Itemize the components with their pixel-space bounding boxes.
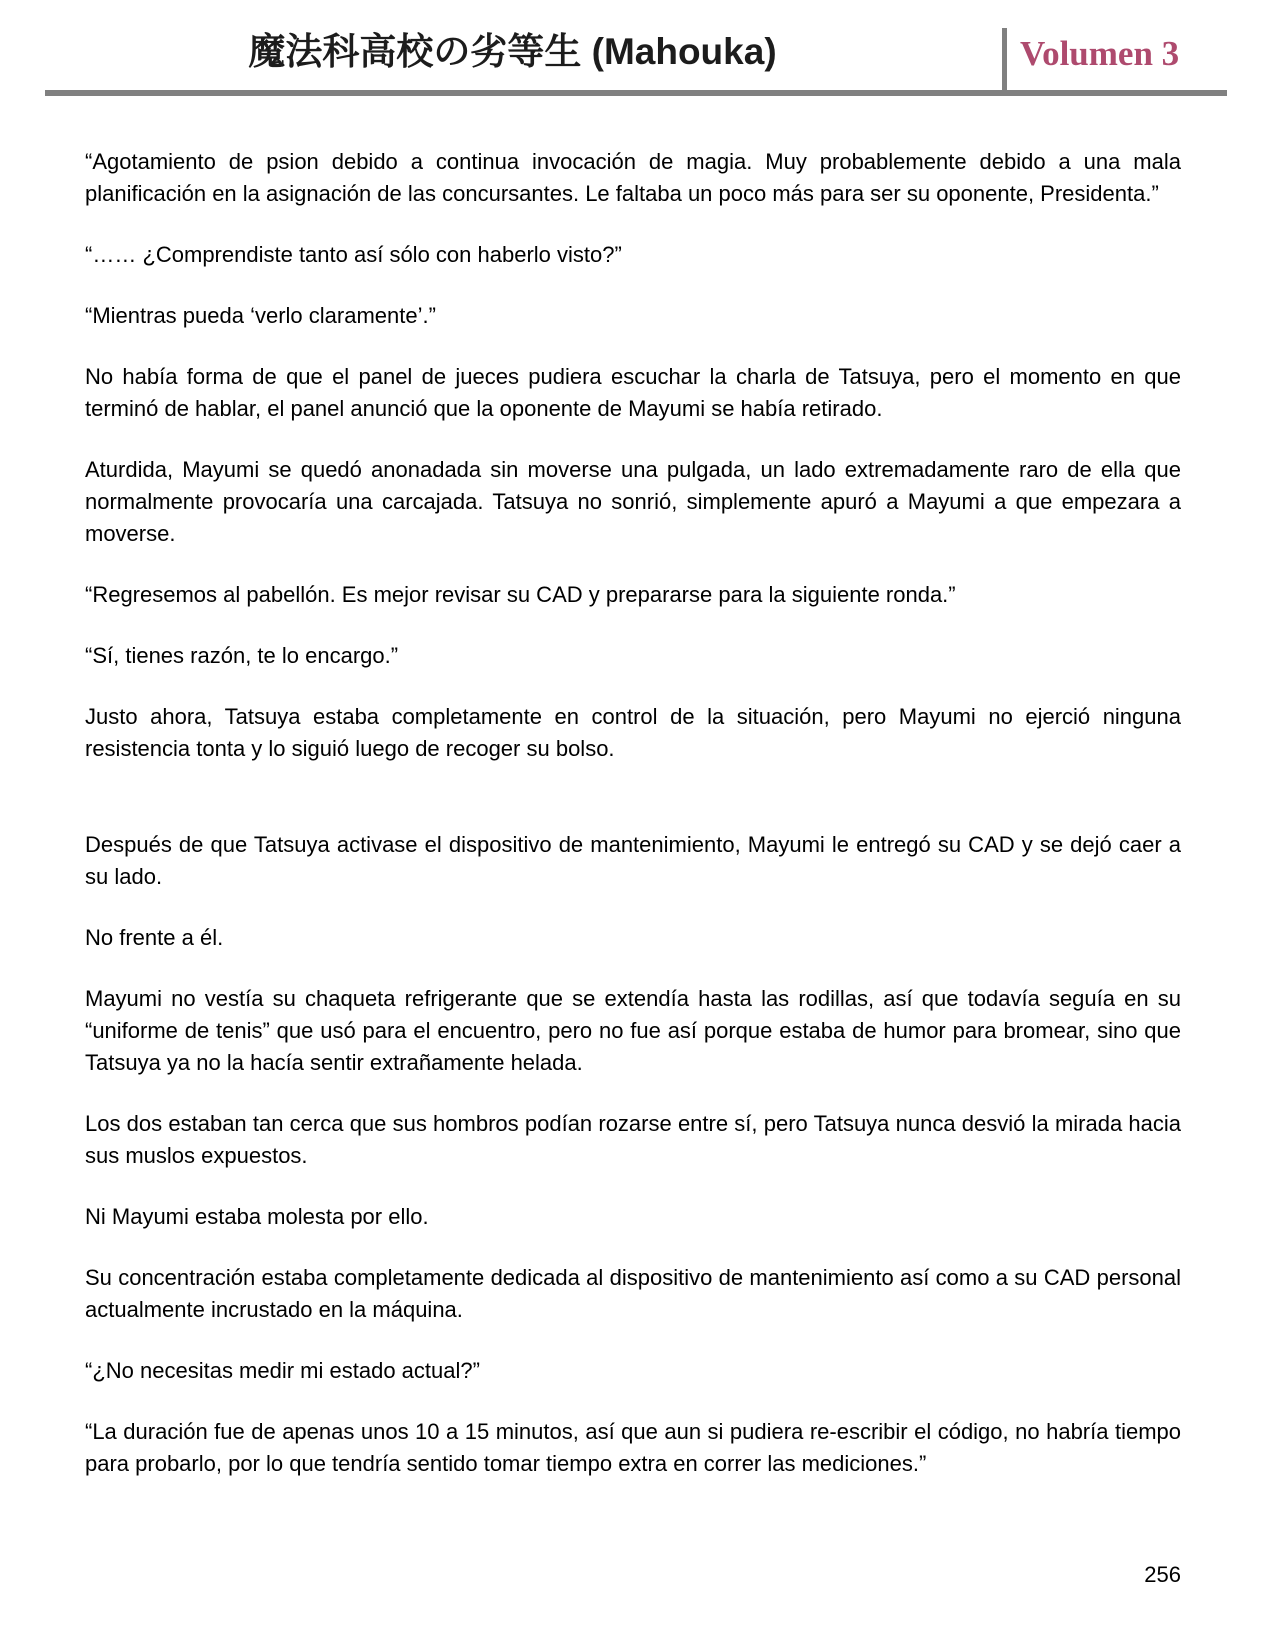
page-number: 256	[1144, 1562, 1181, 1587]
volume-label: Volumen 3	[1020, 34, 1180, 73]
paragraph: “¿No necesitas medir mi estado actual?”	[85, 1358, 480, 1383]
paragraph: No frente a él.	[85, 925, 224, 950]
scene-break	[85, 794, 1181, 829]
paragraph: Mayumi no vestía su chaqueta refrigerante que se extendía hasta las rodillas, así que todavía seguía en su “uniforme de tenis” que usó para el encuentro, pero no fue así porque estaba de humor para bromear, sino que Tatsuya ya no la hacía sentir extrañamente helada.	[85, 986, 1181, 1075]
paragraph: Después de que Tatsuya activase el dispositivo de mantenimiento, Mayumi le entregó su CAD y se dejó caer a su lado.	[85, 832, 1181, 889]
document-title: 魔法科高校の劣等生 (Mahouka)	[248, 31, 777, 72]
paragraph: “…… ¿Comprendiste tanto así sólo con haberlo visto?”	[85, 242, 622, 267]
paragraph: Justo ahora, Tatsuya estaba completamente en control de la situación, pero Mayumi no ejerció ninguna resistencia tonta y lo siguió luego de recoger su bolso.	[85, 704, 1181, 761]
header-vertical-divider	[1002, 28, 1007, 96]
title-cell	[45, 28, 980, 76]
paragraph: “Regresemos al pabellón. Es mejor revisar su CAD y prepararse para la siguiente ronda.”	[85, 582, 956, 607]
paragraph: “Sí, tienes razón, te lo encargo.”	[85, 643, 399, 668]
paragraph: “Mientras pueda ‘verlo claramente’.”	[85, 303, 436, 328]
paragraph: Ni Mayumi estaba molesta por ello.	[85, 1204, 429, 1229]
header-rule	[45, 90, 1227, 96]
paragraph: Aturdida, Mayumi se quedó anonadada sin moverse una pulgada, un lado extremadamente raro de ella que normalmente provocaría una carcajada. Tatsuya no sonrió, simplemente apuró a Mayumi a que empezara a moverse.	[85, 457, 1181, 546]
paragraph: Los dos estaban tan cerca que sus hombros podían rozarse entre sí, pero Tatsuya nunca desvió la mirada hacia sus muslos expuestos.	[85, 1111, 1181, 1168]
paragraph: Su concentración estaba completamente dedicada al dispositivo de mantenimiento así como a su CAD personal actualmente incrustado en la máquina.	[85, 1265, 1181, 1322]
paragraph: “La duración fue de apenas unos 10 a 15 minutos, así que aun si pudiera re-escribir el código, no habría tiempo para probarlo, por lo que tendría sentido tomar tiempo extra en correr las mediciones.”	[85, 1419, 1181, 1476]
paragraph: No había forma de que el panel de jueces pudiera escuchar la charla de Tatsuya, pero el momento en que terminó de hablar, el panel anunció que la oponente de Mayumi se había retirado.	[85, 364, 1181, 421]
text-body	[85, 146, 1181, 1509]
page-header	[0, 0, 1275, 96]
paragraph: “Agotamiento de psion debido a continua invocación de magia. Muy probablemente debido a una mala planificación en la asignación de las concursantes. Le faltaba un poco más para ser su oponente, Presidenta.”	[85, 149, 1181, 206]
